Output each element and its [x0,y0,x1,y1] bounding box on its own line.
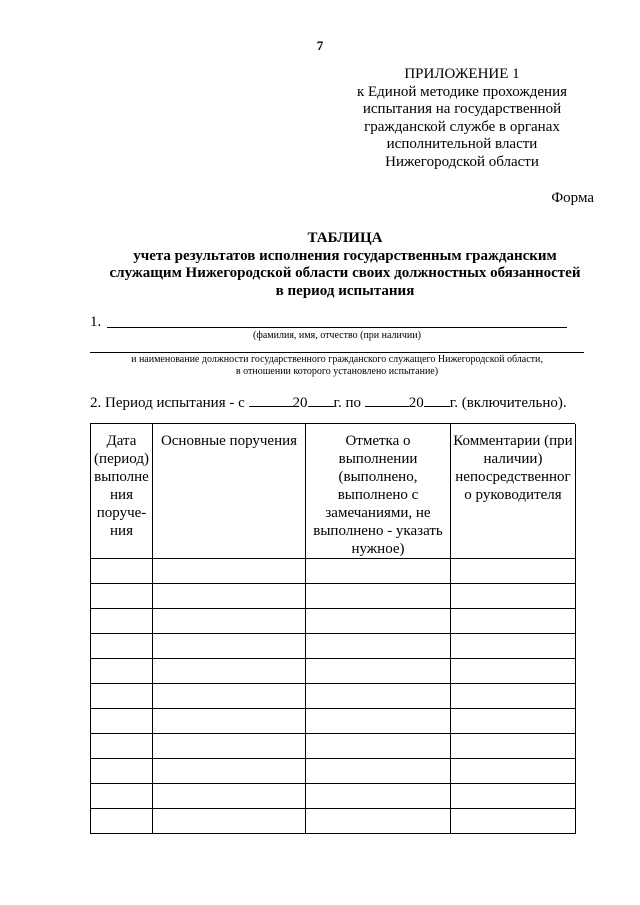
table-cell[interactable] [306,634,451,659]
name-fill-line[interactable] [107,327,567,328]
table-cell[interactable] [153,709,306,734]
table-cell[interactable] [306,584,451,609]
table-cell[interactable] [153,584,306,609]
table-cell[interactable] [153,734,306,759]
table-cell[interactable] [153,634,306,659]
table-cell[interactable] [91,609,153,634]
period-middle: г. по [333,395,365,411]
table-row [91,684,576,709]
results-table [90,424,576,834]
table-row [91,809,576,834]
appendix-block [340,66,584,171]
table-cell[interactable] [153,684,306,709]
appendix-line: ПРИЛОЖЕНИЕ 1 [404,66,520,82]
table-cell[interactable] [91,559,153,584]
header-assignments: Основные поручения [153,424,306,559]
table-row [91,584,576,609]
table-cell[interactable] [451,809,576,834]
table-cell[interactable] [451,684,576,709]
appendix-line: к Единой методике прохождения [356,83,568,100]
table-cell[interactable] [451,659,576,684]
table-cell[interactable] [91,809,153,834]
table-cell[interactable] [451,559,576,584]
header-date: Дата (период) выполне ния поруче- ния [91,424,153,559]
table-cell[interactable] [91,784,153,809]
end-day-blank[interactable] [365,392,409,407]
table-header-row [91,424,576,559]
start-year-blank[interactable] [308,392,334,407]
title-heading: ТАБЛИЦА [307,230,383,246]
header-completion-mark: Отметка о выполнении (выполнено, выполнено с замечаниями, не выполнено - указать нужное) [306,424,451,559]
table-cell[interactable] [451,759,576,784]
start-day-blank[interactable] [249,392,293,407]
document-title [60,230,630,300]
table-cell[interactable] [91,684,153,709]
table-cell[interactable] [306,784,451,809]
table-cell[interactable] [306,734,451,759]
probation-period-line [90,392,567,412]
table-cell[interactable] [91,709,153,734]
table-cell[interactable] [306,759,451,784]
year-prefix-end: 20 [408,395,424,411]
appendix-line: испытания на государственной [362,101,562,117]
table-cell[interactable] [153,659,306,684]
appendix-line: гражданской службе в органах [364,118,560,135]
table-row [91,609,576,634]
table-cell[interactable] [153,809,306,834]
table-cell[interactable] [306,559,451,584]
header-supervisor-comments: Комментарии (при наличии) непосредственног о руководителя [451,424,576,559]
table-cell[interactable] [153,784,306,809]
table-cell[interactable] [306,609,451,634]
table-cell[interactable] [91,634,153,659]
table-cell[interactable] [306,709,451,734]
table-row [91,734,576,759]
appendix-line: Нижегородской области [385,153,539,170]
table-cell[interactable] [451,634,576,659]
position-caption-line2: в отношении которого установлено испытание) [235,366,439,377]
title-line: в период испытания [275,282,415,299]
position-fill-line[interactable] [90,352,584,353]
table-cell[interactable] [306,659,451,684]
end-year-blank[interactable] [424,392,450,407]
period-suffix: г. (включительно). [449,395,567,411]
table-cell[interactable] [451,734,576,759]
year-prefix-start: 20 [292,395,308,411]
table-row [91,709,576,734]
table-cell[interactable] [91,759,153,784]
table-cell[interactable] [91,584,153,609]
table-cell[interactable] [91,734,153,759]
page-number: 7 [316,38,324,53]
table-cell[interactable] [153,559,306,584]
table-cell[interactable] [451,609,576,634]
table-cell[interactable] [91,659,153,684]
table-cell[interactable] [451,584,576,609]
table-row [91,634,576,659]
table-row [91,759,576,784]
table-cell[interactable] [153,759,306,784]
appendix-line: исполнительной власти [386,136,538,152]
name-caption: (фамилия, имя, отчество (при наличии) [253,330,421,341]
table-cell[interactable] [306,809,451,834]
table-cell[interactable] [153,609,306,634]
title-line: учета результатов исполнения государственным гражданским [133,247,557,264]
table-row [91,659,576,684]
table-cell[interactable] [451,784,576,809]
title-line: служащим Нижегородской области своих должностных обязанностей [109,265,581,281]
table-row [91,784,576,809]
table-row [91,559,576,584]
form-label: Форма [551,190,594,206]
table-cell[interactable] [451,709,576,734]
item1-number: 1. [90,314,102,330]
period-prefix: 2. Период испытания - с [90,395,249,411]
table-body [91,559,576,834]
table-cell[interactable] [306,684,451,709]
position-caption-line1: и наименование должности государственного гражданского служащего Нижегородской области, [131,354,543,365]
